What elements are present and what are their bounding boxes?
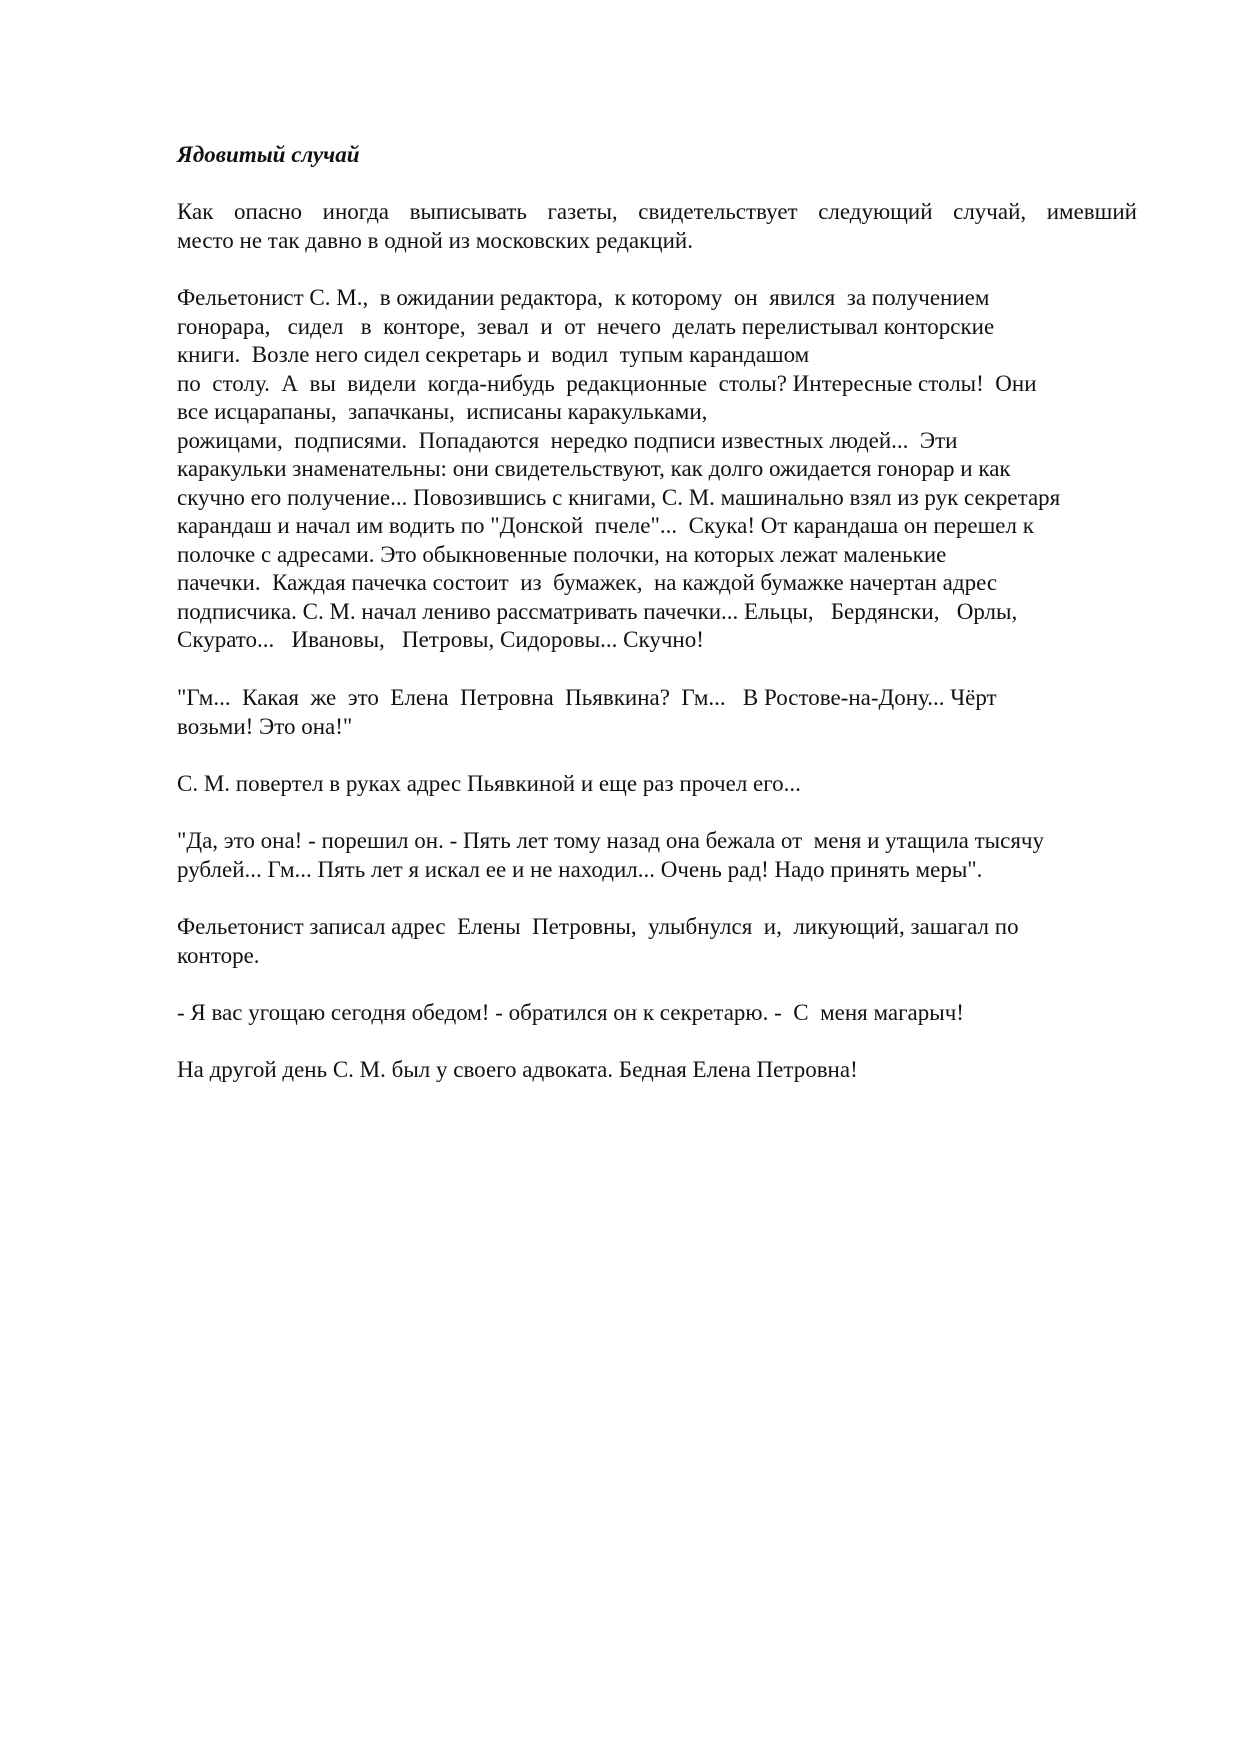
paragraph-6 [177,913,1137,970]
text-line: гонорара, сидел в конторе, зевал и от нечего делать перелистывал конторские [177,313,995,339]
paragraph-7 [177,999,1137,1028]
text-line: подписчика. С. М. начал лениво рассматривать пачечки... Ельцы, Бердянски, Орлы, [177,598,1018,624]
story-title: Ядовитый случай [177,142,360,167]
text-line: Фельетонист С. М., в ожидании редактора, к которому он явился за получением [177,285,990,310]
text-line: по столу. А вы видели когда-нибудь редакционные столы? Интересные столы! Они [177,370,1037,396]
paragraph-5 [177,827,1137,884]
paragraph-8 [177,1056,1137,1085]
text-line: С. М. повертел в руках адрес Пьявкиной и еще раз прочел его... [177,771,801,796]
text-line: "Гм... Какая же это Елена Петровна Пьявкина? Гм... В Ростове-на-Дону... Чёрт [177,685,997,710]
text-line: - Я вас угощаю сегодня обедом! - обратился он к секретарю. - С меня магарыч! [177,1000,964,1025]
text-line: рожицами, подписями. Попадаются нередко подписи известных людей... Эти [177,427,958,453]
text-line: книги. Возле него сидел секретарь и водил тупым карандашом [177,342,810,367]
text-line: Фельетонист записал адрес Елены Петровны, улыбнулся и, ликующий, зашагал по [177,914,1019,939]
text-line: карандаш и начал им водить по "Донской пчеле"... Скука! От карандаша он перешел к [177,513,1034,538]
text-line: Как опасно иногда выписывать газеты, свидетельствует следующий случай, имевший [177,199,1137,224]
paragraph-4 [177,770,1137,799]
text-line: На другой день С. М. был у своего адвоката. Бедная Елена Петровна! [177,1057,858,1082]
text-line: место не так давно в одной из московских редакций. [177,227,693,253]
text-line: конторе. [177,942,260,968]
text-line: скучно его получение... Повозившись с книгами, С. М. машинально взял из рук секретаря [177,484,1061,510]
text-line: возьми! Это она!" [177,713,353,739]
text-line: рублей... Гм... Пять лет я искал ее и не находил... Очень рад! Надо принять меры". [177,856,983,882]
paragraph-1 [177,198,1137,255]
text-line: полочке с адресами. Это обыкновенные полочки, на которых лежат маленькие [177,541,947,567]
paragraph-3 [177,684,1137,741]
text-line: Скурато... Ивановы, Петровы, Сидоровы... Скучно! [177,627,704,652]
text-line: пачечки. Каждая пачечка состоит из бумажек, на каждой бумажке начертан адрес [177,570,998,595]
text-line: все исцарапаны, запачканы, исписаны каракульками, [177,399,708,424]
text-line: каракульки знаменательны: они свидетельствуют, как долго ожидается гонорар и как [177,456,1011,481]
text-line: "Да, это она! - порешил он. - Пять лет тому назад она бежала от меня и утащила тысячу [177,828,1044,853]
paragraph-2 [177,284,1137,655]
